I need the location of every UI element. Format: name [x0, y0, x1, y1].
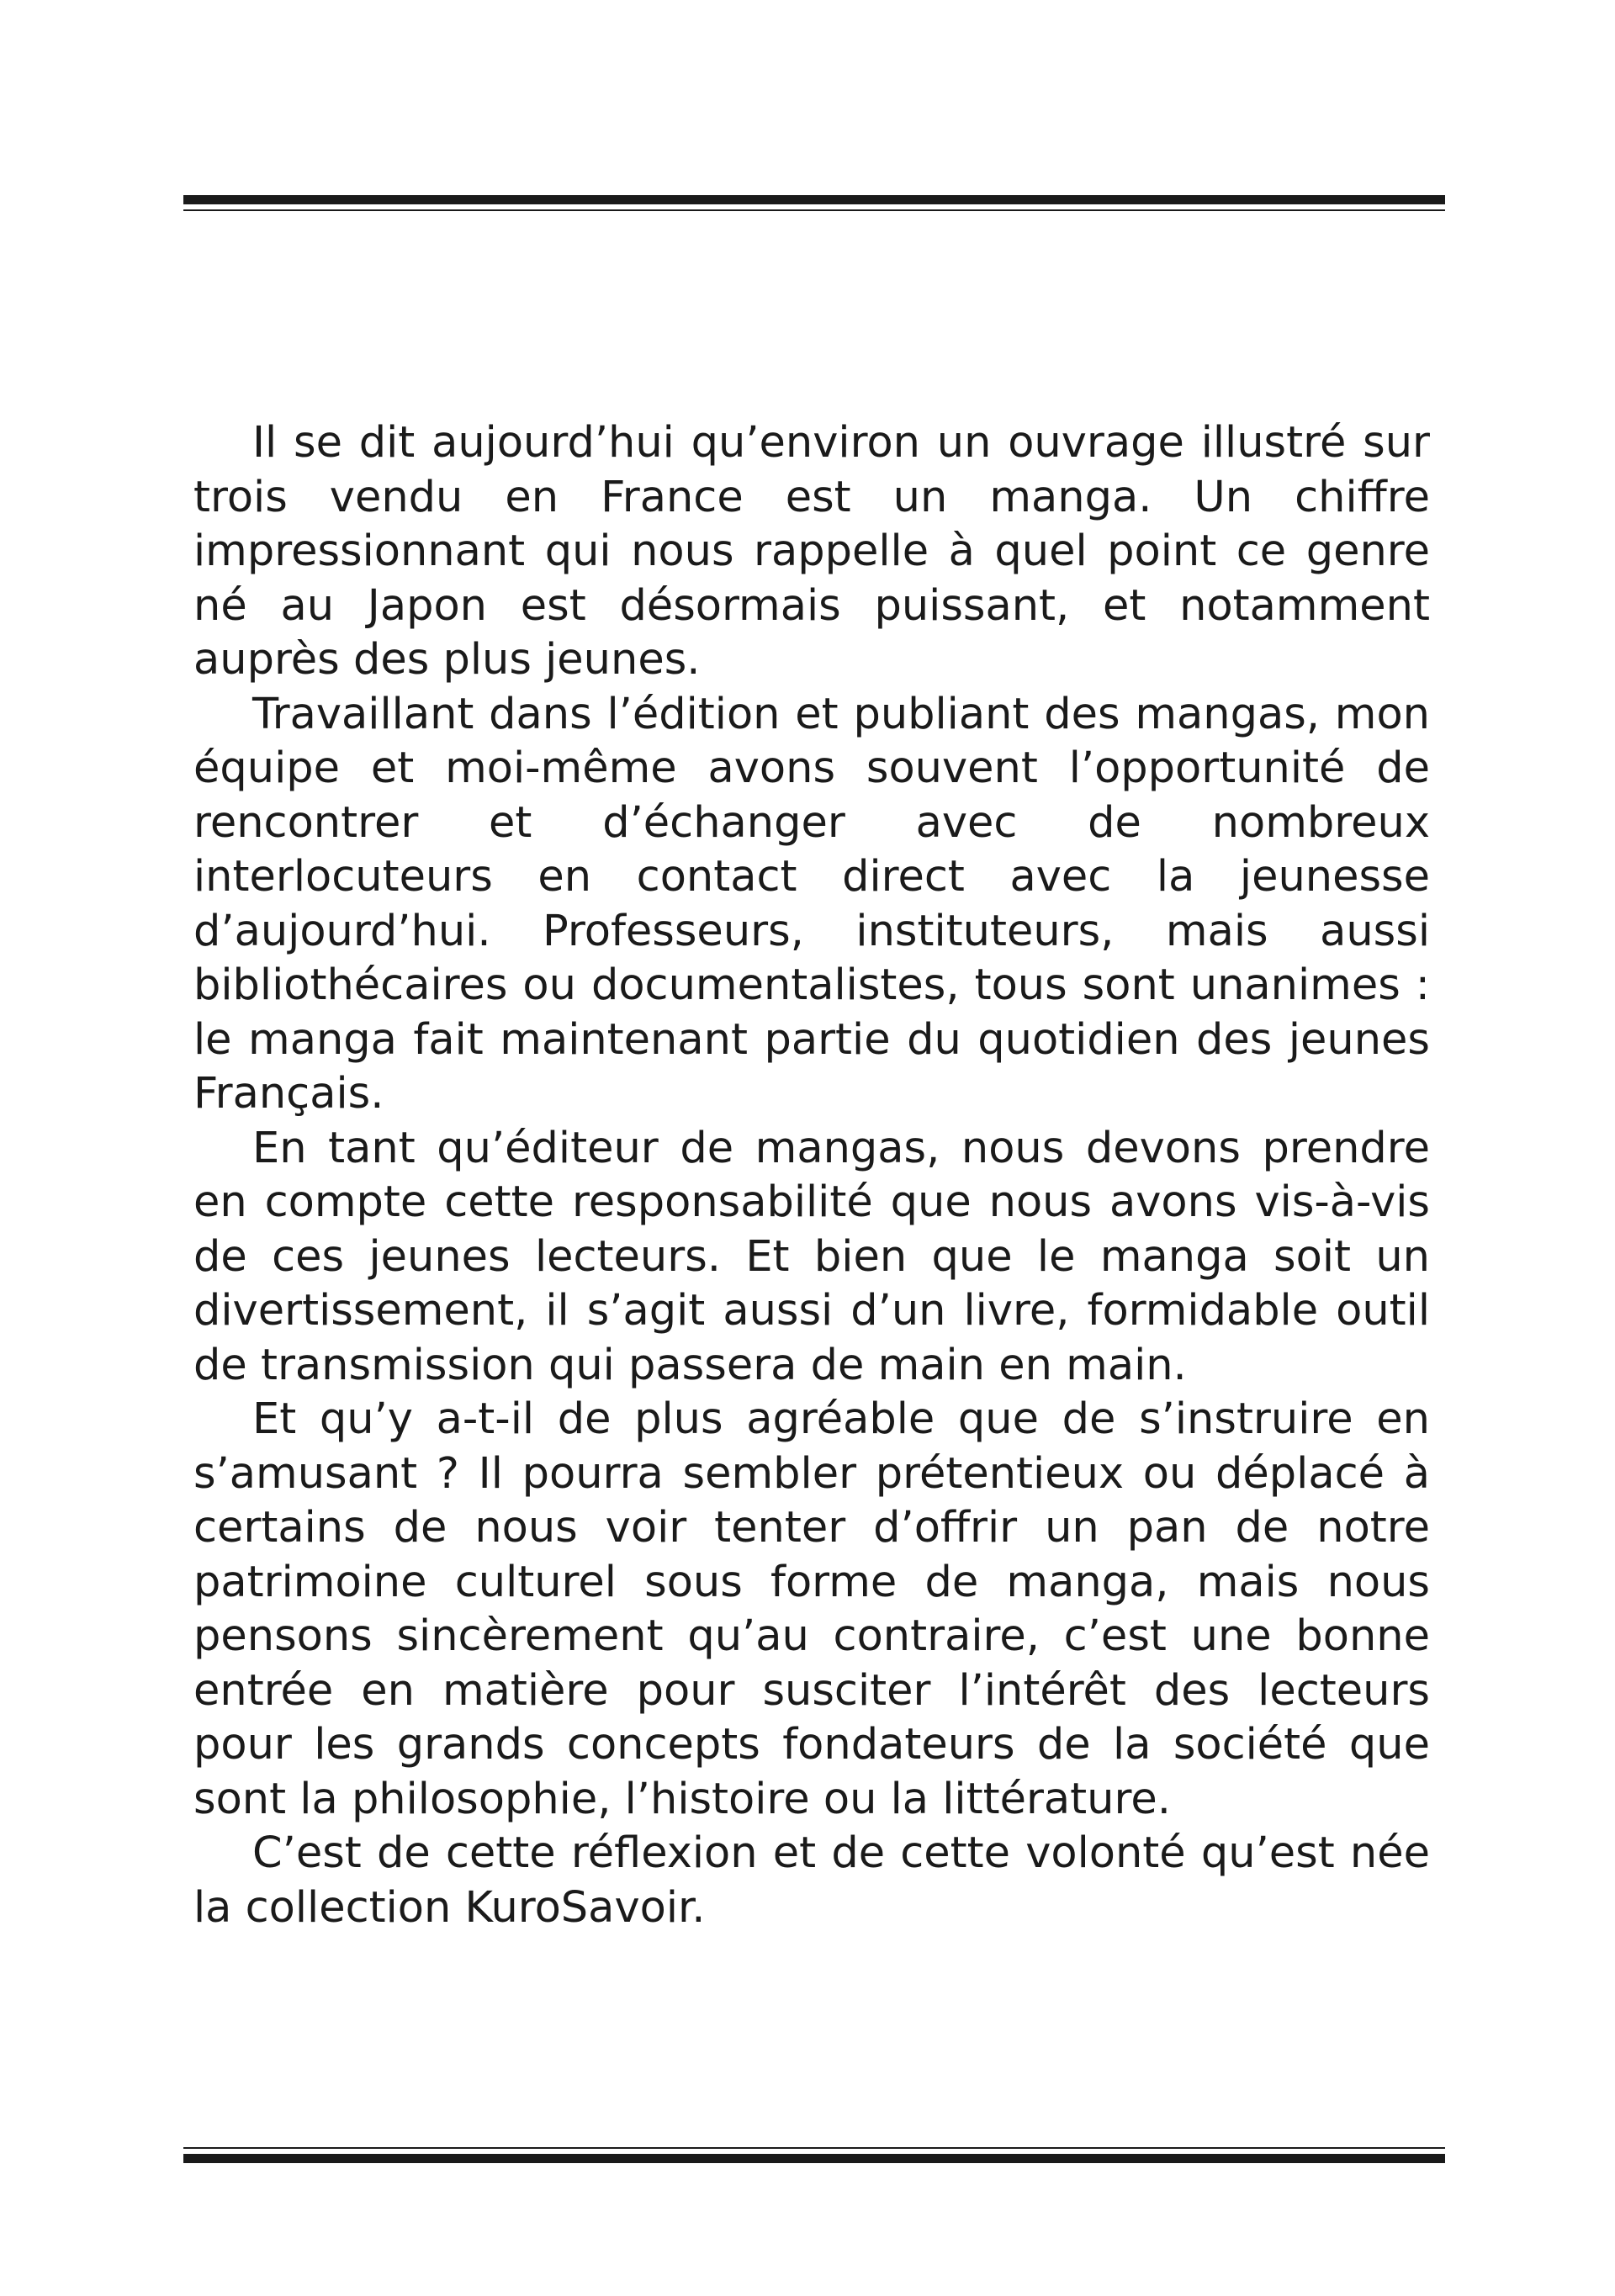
- paragraph: C’est de cette réflexion et de cette volonté qu’est née la collection KuroSavoir.: [193, 1828, 1430, 1933]
- bottom-rule: [183, 2147, 1445, 2163]
- paragraph: Il se dit aujourd’hui qu’environ un ouvrage illustré sur trois vendu en France est un manga. Un chiffre impressionnant qui nous rappelle à quel point ce genre né au Japon est désormais puissant, et notamment auprès des plus jeunes.: [193, 418, 1430, 685]
- paragraph: Travaillant dans l’édition et publiant des mangas, mon équipe et moi-même avons souvent l’opportunité de rencontrer et d’échanger avec de nombreux interlocuteurs en contact direct avec la jeunesse d’aujourd’hui. Professeurs, instituteurs, mais aussi bibliothécaires ou documentalistes, tous sont unanimes : le manga fait maintenant partie du quotidien des jeunes Français.: [193, 689, 1430, 1119]
- paragraph: En tant qu’éditeur de mangas, nous devons prendre en compte cette responsabilité que nous avons vis-à-vis de ces jeunes lecteurs. Et bien que le manga soit un divertissement, il s’agit aussi d’un livre, formidable outil de transmission qui passera de main en main.: [193, 1123, 1430, 1390]
- body-text: [193, 416, 1430, 1935]
- paragraph: Et qu’y a-t-il de plus agréable que de s’instruire en s’amusant ? Il pourra sembler prétentieux ou déplacé à certains de nous voir tenter d’offrir un pan de notre patrimoine culturel sous forme de manga, mais nous pensons sincèrement qu’au contraire, c’est une bonne entrée en matière pour susciter l’intérêt des lecteurs pour les grands concepts fondateurs de la société que sont la philosophie, l’histoire ou la littérature.: [193, 1394, 1430, 1824]
- top-rule: [183, 195, 1445, 211]
